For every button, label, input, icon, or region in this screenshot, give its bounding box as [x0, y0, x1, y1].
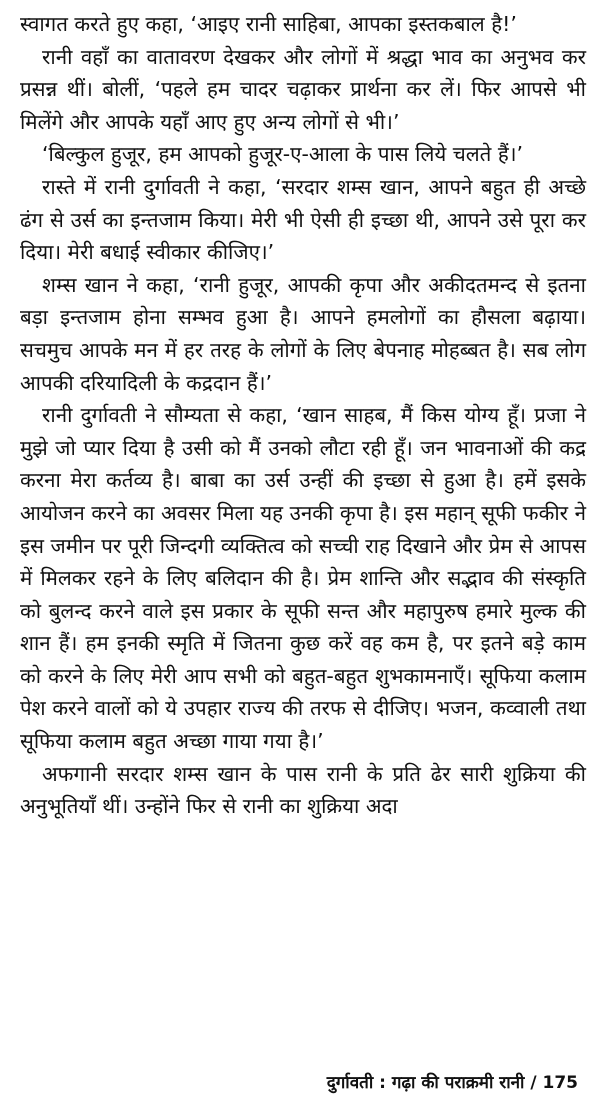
paragraph-1: स्वागत करते हुए कहा, ‘आइए रानी साहिबा, आपका इस्तकबाल है!’ [20, 12, 517, 36]
paragraph-4: रास्ते में रानी दुर्गावती ने कहा, ‘सरदार शम्स खान, आपने बहुत ही अच्छे ढंग से उर्स का इन्तजाम किया। मेरी भी ऐसी ही इच्छा थी, आपने उसे पूरा कर दिया। मेरी बधाई स्वीकार कीजिए।’ [20, 174, 586, 265]
paragraph-7: अफगानी सरदार शम्स खान के पास रानी के प्रति ढेर सारी शुक्रिया की अनुभूतियाँ थीं। उन्होंने फिर से रानी का शुक्रिया अदा [20, 761, 586, 819]
paragraph-5: शम्स खान ने कहा, ‘रानी हुजूर, आपकी कृपा और अकीदतमन्द से इतना बड़ा इन्तजाम होना सम्भव हुआ है। आपने हमलोगों का हौसला बढ़ाया। सचमुच आपके मन में हर तरह के लोगों के लिए बेपनाह मोहब्बत है। सब लोग आपकी दरियादिली के कद्रदान हैं।’ [20, 272, 586, 395]
paragraph-3: ‘बिल्कुल हुजूर, हम आपको हुजूर-ए-आला के पास लिये चलते हैं।’ [42, 142, 524, 167]
paragraph-6: रानी दुर्गावती ने सौम्यता से कहा, ‘खान साहब, मैं किस योग्य हूँ। प्रजा ने मुझे जो प्यार दिया है उसी को मैं उनको लौटा रही हूँ। जन भावनाओं की कद्र करना मेरा कर्तव्य है। बाबा का उर्स उन्हीं की इच्छा से हुआ है। हमें इसके आयोजन करने का अवसर मिला यह उनकी कृपा है। इस महान् सूफी फकीर ने इस जमीन पर पूरी जिन्दगी व्यक्तित्व को सच्ची राह दिखाने और प्रेम से आपस में मिलकर रहने के लिए बलिदान की है। प्रेम शान्ति और सद्भाव की संस्कृति को बुलन्द करने वाले इस प्रकार के सूफी सन्त और महापुरुष हमारे मुल्क की शान हैं। हम इनकी स्मृति में जितना कुछ करें वह कम है, पर इतने बड़े काम को करने के लिए मेरी आप सभी को बहुत-बहुत शुभकामनाएँ। सूफिया कलाम पेश करने वालों को ये उपहार राज्य की तरफ से दीजिए। भजन, कव्वाली तथा सूफिया कलाम बहुत अच्छा गाया गया है।’ [20, 403, 586, 754]
body-text [20, 8, 586, 823]
page-footer: दुर्गावती : गढ़ा की पराक्रमी रानी / 175 [326, 1073, 578, 1093]
paragraph-2: रानी वहाँ का वातावरण देखकर और लोगों में श्रद्धा भाव का अनुभव कर प्रसन्न थीं। बोलीं, ‘पहले हम चादर चढ़ाकर प्रार्थना कर लें। फिर आपसे भी मिलेंगे और आपके यहाँ आए हुए अन्य लोगों से भी।’ [20, 44, 586, 134]
